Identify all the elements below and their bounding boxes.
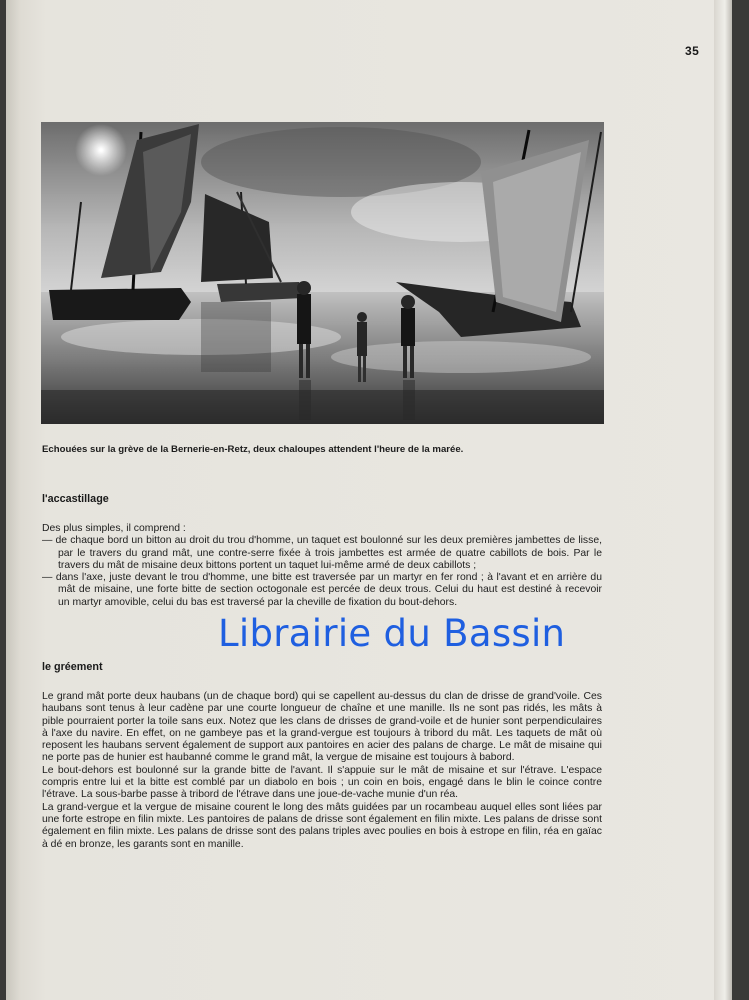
- heading-accastillage: l'accastillage: [42, 493, 109, 505]
- watermark-text: Librairie du Bassin: [218, 612, 566, 655]
- greement-paragraph-2: Le bout-dehors est boulonné sur la grande bitte de l'avant. Il s'appuie sur le mât de misaine et sur l'étrave. L'espace compris entre lui et la bitte est comblé par un diabolo en bois ; un coin en bois, engagé dans le blin le coince contre l'étrave. La sous-barbe passe à tribord de l'étrave dans une joue-de-vache munie d'un réa.: [42, 764, 602, 801]
- greement-paragraph-3: La grand-vergue et la vergue de misaine courent le long des mâts guidées par un rocambeau auquel elles sont liées par une forte estrope en filin mixte. Les pantoires de palans de drisse sont également en filin mixte. Les palans de drisse sont également en filin mixte. Les palans de drisse sont des palans triples avec poulies en bois à estrope en filin, réa en gaïac à dé en bronze, les garants sont en manille.: [42, 801, 602, 850]
- accastillage-item-1: — de chaque bord un bitton au droit du trou d'homme, un taquet est boulonné sur les deux premières jambettes de lisse, par le travers du grand mât, une contre-serre fixée à trois jambettes est armée de quatre cabillots de bois. Par le travers du mât de misaine deux bittons portent un taquet lui-même armé de deux cabillots ;: [42, 535, 602, 571]
- greement-paragraph-1: Le grand mât porte deux haubans (un de chaque bord) qui se capellent au-dessus du clan de drisse de grand'voile. Ces haubans sont tenus à leur cadène par une courte longueur de chaîne et une manille. Ils ne sont pas ridés, les mâts à pible pourraient porter la toile sans eux. Notez que les clans de drisses de grand-voile et de hunier sont perpendiculaires à l'axe du navire. En effet, on ne gambeye pas et la grand-vergue est toujours à tribord du mât. Les taquets de mât où reposent les haubans servent également de support aux pantoires en acier des palans de charge. Le mât de misaine qui ne porte pas de hunier est haubanné comme le grand mât, la vergue de misaine est toujours à babord.: [42, 691, 602, 764]
- greement-body: [42, 691, 602, 851]
- photograph-beached-boats: [41, 122, 604, 424]
- heading-greement: le gréement: [42, 661, 103, 673]
- page-edge: [714, 0, 732, 1000]
- accastillage-body: [42, 523, 602, 609]
- page-number: 35: [685, 44, 700, 58]
- accastillage-intro: Des plus simples, il comprend :: [42, 523, 186, 534]
- photo-illustration: [41, 122, 604, 424]
- book-page: [6, 0, 732, 1000]
- photo-caption: Echouées sur la grève de la Bernerie-en-Retz, deux chaloupes attendent l'heure de la marée.: [42, 444, 464, 455]
- accastillage-item-2: — dans l'axe, juste devant le trou d'homme, une bitte est traversée par un martyr en fer rond ; à l'avant et en arrière du mât de misaine, une forte bitte de section octogonale est percée de deux trous. Celui du haut est destiné à recevoir un martyr amovible, celui du bas est traversé par la cheville de fixation du bout-dehors.: [42, 572, 602, 608]
